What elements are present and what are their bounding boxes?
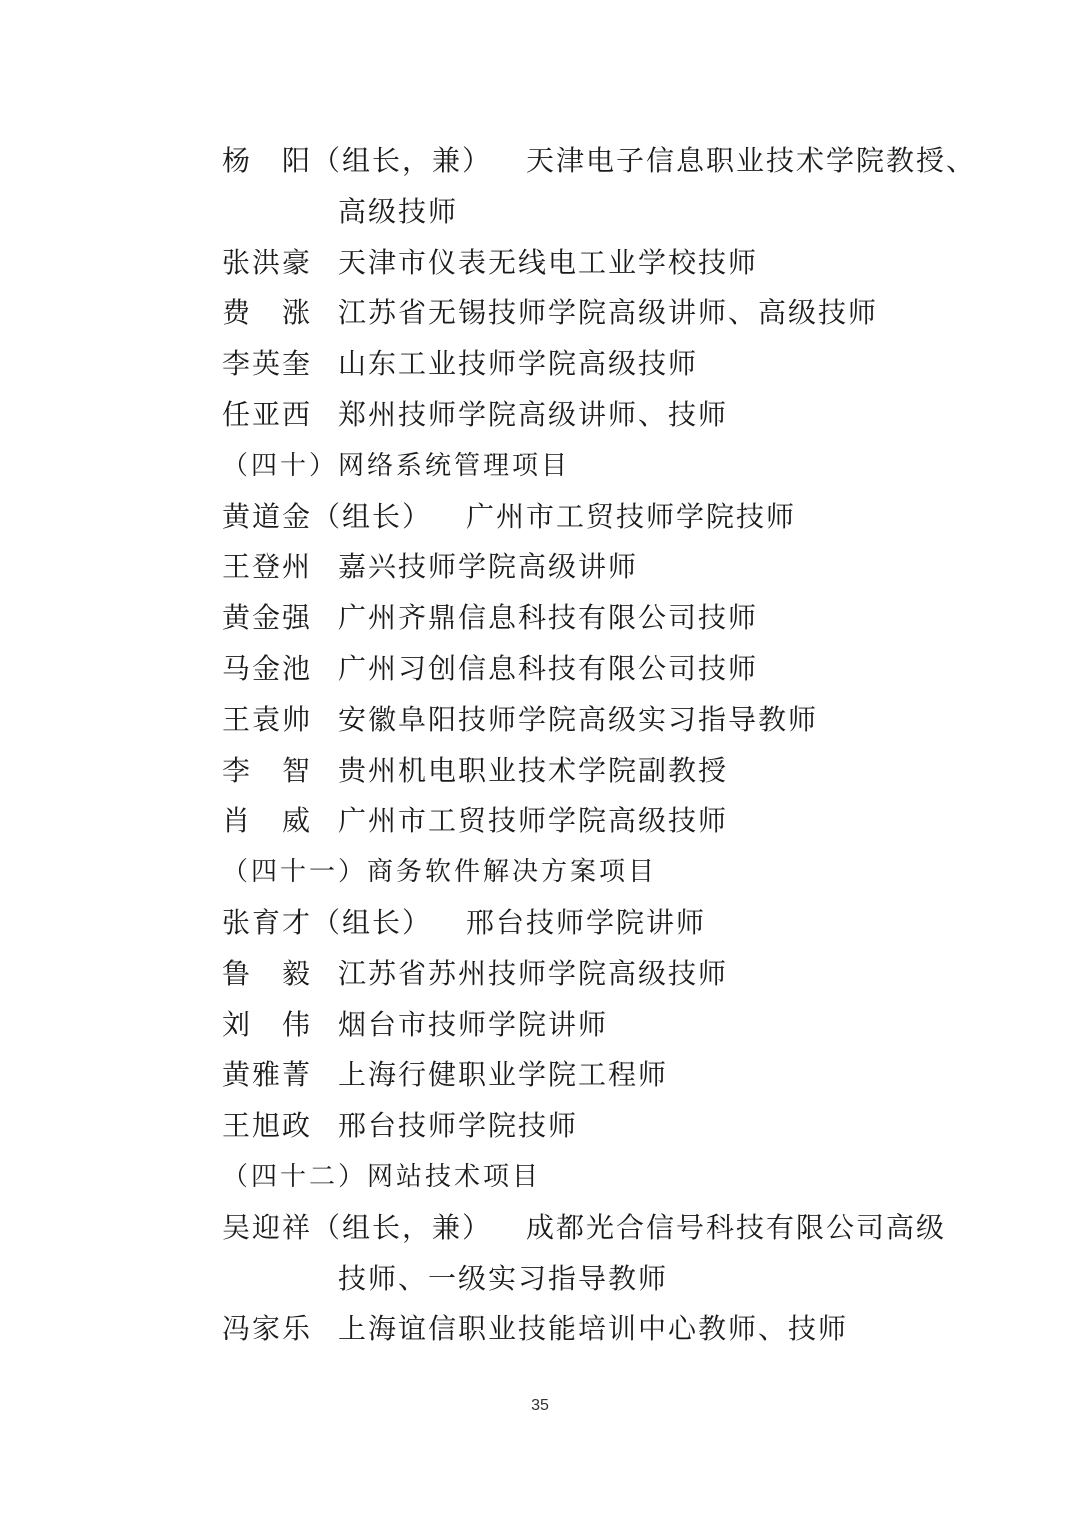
list-item [222, 492, 942, 543]
member-title: 广州习创信息科技有限公司技师 [338, 651, 759, 685]
list-item [222, 542, 942, 593]
member-name: 任亚西 [222, 397, 313, 431]
list-item [222, 1050, 942, 1101]
member-title: 安徽阜阳技师学院高级实习指导教师 [338, 702, 819, 736]
member-name: 王旭政 [222, 1109, 313, 1143]
member-name: 肖 威 [222, 804, 313, 838]
member-name: 鲁 毅 [222, 956, 313, 990]
member-name: 黄道金（组长） [222, 499, 433, 533]
member-name: 杨 阳（组长，兼） [222, 144, 493, 177]
member-title: 郑州技师学院高级讲师、技师 [338, 397, 729, 431]
member-name: 张洪豪 [222, 245, 313, 279]
member-title: 天津电子信息职业技术学院教授、 [526, 144, 977, 177]
list-item [222, 1203, 947, 1254]
member-title: 江苏省苏州技师学院高级技师 [338, 956, 729, 990]
list-item [222, 898, 942, 949]
list-item [222, 288, 942, 339]
member-title-continued: 高级技师 [338, 194, 459, 228]
member-title: 成都光合信号科技有限公司高级 [526, 1210, 947, 1244]
member-title: 广州市工贸技师学院高级技师 [338, 804, 729, 838]
member-title: 邢台技师学院讲师 [466, 905, 707, 939]
list-item [222, 1304, 942, 1355]
member-title: 贵州机电职业技术学院副教授 [338, 753, 729, 787]
list-item [222, 644, 942, 695]
list-item [222, 593, 942, 644]
member-title: 上海行健职业学院工程师 [338, 1058, 669, 1092]
list-item [222, 339, 942, 390]
list-item [222, 796, 942, 847]
member-name: 马金池 [222, 651, 313, 685]
member-title: 嘉兴技师学院高级讲师 [338, 550, 639, 584]
section-heading: （四十一）商务软件解决方案项目 [222, 857, 658, 888]
member-title: 天津市仪表无线电工业学校技师 [338, 245, 759, 279]
member-name: 张育才（组长） [222, 905, 433, 939]
member-title-continued: 技师、一级实习指导教师 [338, 1261, 669, 1295]
member-name: 吴迎祥（组长，兼） [222, 1210, 493, 1244]
list-item [222, 949, 942, 1000]
member-name: 王袁帅 [222, 702, 313, 736]
member-name: 冯家乐 [222, 1312, 313, 1346]
member-title: 江苏省无锡技师学院高级讲师、高级技师 [338, 296, 879, 330]
member-name: 费 涨 [222, 296, 313, 330]
member-title: 烟台市技师学院讲师 [338, 1007, 609, 1041]
list-item [222, 238, 942, 289]
member-name: 李英奎 [222, 347, 313, 381]
member-name: 刘 伟 [222, 1007, 313, 1041]
member-title: 广州齐鼎信息科技有限公司技师 [338, 601, 759, 635]
member-name: 王登州 [222, 550, 313, 584]
member-name: 李 智 [222, 753, 313, 787]
list-item [222, 1000, 942, 1051]
section-heading: （四十）网络系统管理项目 [222, 450, 571, 481]
member-title: 广州市工贸技师学院技师 [466, 499, 797, 533]
list-item [222, 390, 942, 441]
list-item-continuation [222, 187, 942, 238]
expert-list [222, 136, 977, 1355]
list-item [222, 746, 942, 797]
list-item [222, 1101, 942, 1152]
section-heading: （四十二）网站技术项目 [222, 1161, 542, 1192]
member-name: 黄金强 [222, 601, 313, 635]
list-item [222, 695, 942, 746]
list-item [222, 136, 977, 187]
page-number: 35 [531, 1397, 549, 1414]
member-title: 邢台技师学院技师 [338, 1109, 579, 1143]
list-item-continuation [222, 1254, 942, 1305]
member-title: 上海谊信职业技能培训中心教师、技师 [338, 1312, 849, 1346]
member-title: 山东工业技师学院高级技师 [338, 347, 699, 381]
member-name: 黄雅菁 [222, 1058, 313, 1092]
